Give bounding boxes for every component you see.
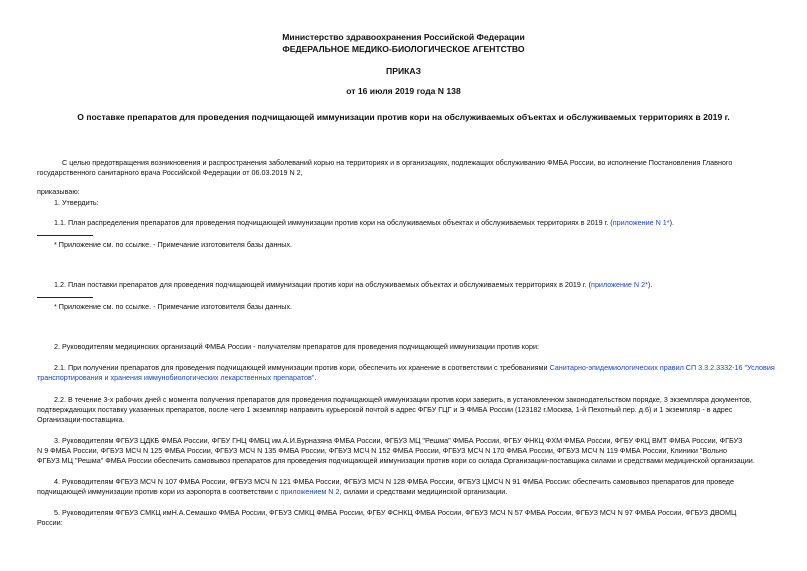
paragraph-2-1-tail: . xyxy=(314,373,317,382)
paragraph-1-1-tail: ). xyxy=(669,218,674,227)
paragraph-4-text: подчищающей иммунизации против кори из аэропорта в соответствии с xyxy=(37,487,281,496)
doc-date-number: от 16 июля 2019 года N 138 xyxy=(346,86,461,96)
paragraph-1-2-tail: ). xyxy=(647,280,653,289)
order-word: приказываю: xyxy=(37,187,80,196)
paragraph-2-1-text: 2.1. При получении препаратов для проведения подчищающей иммунизации против кори, обеспечить их хранение в соответствии с требованиями xyxy=(54,363,550,372)
paragraph-2-2-line-2: подтверждающих поставку указанных препаратов, после чего 1 экземпляр направить курьерской почтой в адрес ФГБУ ГЦГ и Э ФМБА России (123182 г.Москва, 1-й Пехотный пер. д.6) и 1 экземпляр - в адрес xyxy=(37,405,733,414)
footnote-1: * Приложение см. по ссылке. - Примечание изготовителя базы данных. xyxy=(54,240,293,249)
paragraph-2: 2. Руководителям медицинских организаций ФМБА России - получателям препаратов для проведения подчищающей иммунизации против кори: xyxy=(54,342,540,351)
sanpin-link[interactable]: Санитарно-эпидемиологических правил СП 3.3.2.3332-16 "Условия xyxy=(549,363,775,372)
footnote-2: * Приложение см. по ссылке. - Примечание изготовителя базы данных. xyxy=(54,302,293,311)
paragraph-1-1 xyxy=(54,218,674,228)
paragraph-1-2-text: 1.2. План поставки препаратов для проведения подчищающей иммунизации против кори на обслуживаемых объектах и обслуживаемых территориях в 2019 г. ( xyxy=(54,280,592,289)
paragraph-1-2 xyxy=(54,280,652,290)
paragraph-3-line-1: 3. Руководителям ФГБУЗ ЦДКБ ФМБА России, ФГБУ ГНЦ ФМБЦ им.А.И.Бурназяна ФМБА России, ФГБУЗ МЦ "Решма" ФМБА России, ФГБУ ФНКЦ ФХМ ФМБА России, ФГБУ ФКЦ ВМТ ФМБА России, ФГБУЗ xyxy=(54,436,743,445)
sanpin-link-continued[interactable]: транспортирования и хранения иммунобиологических лекарственных препаратов" xyxy=(37,373,315,382)
paragraph-1-1-text: 1.1. План распределения препаратов для проведения подчищающей иммунизации против кори на обслуживаемых объектах и обслуживаемых территориях в 2019 г. ( xyxy=(54,218,613,227)
doc-title: О поставке препаратов для проведения подчищающей иммунизации против кори на обслуживаемых объектах и обслуживаемых территориях в 2019 г. xyxy=(77,112,730,122)
paragraph-4-tail: , силами и средствами медицинской организации. xyxy=(339,487,508,496)
paragraph-2-1-line-1 xyxy=(54,363,775,373)
paragraph-1: 1. Утвердить: xyxy=(54,198,99,207)
appendix-2-link[interactable]: приложение N 2* xyxy=(591,280,648,289)
footnote-separator xyxy=(37,235,93,236)
appendix-2-link[interactable]: приложением N 2 xyxy=(280,487,340,496)
paragraph-2-1-line-2 xyxy=(37,373,316,383)
paragraph-4-line-1: 4. Руководителям ФГБУЗ МСЧ N 107 ФМБА России, ФГБУЗ МСЧ N 121 ФМБА России, ФГБУЗ МСЧ N 128 ФМБА России, ФГБУЗ ЦМСЧ N 91 ФМБА России: обеспечить самовывоз препаратов для проведе xyxy=(54,477,734,486)
intro-line-1: С целью предотвращения возникновения и распространения заболеваний корью на территориях и в организациях, подлежащих обслуживанию ФМБА России, во исполнение Постановления Главного xyxy=(62,158,733,167)
paragraph-3-line-2: N 9 ФМБА России, ФГБУЗ МСЧ N 125 ФМБА России, ФГБУЗ МСЧ N 135 ФМБА России, ФГБУЗ МСЧ N 152 ФМБА России, ФГБУЗ МСЧ N 170 ФМБА России, ФГБУЗ МСЧ N 119 ФМБА России, Клиники "Вольно xyxy=(37,446,727,455)
footnote-separator xyxy=(37,297,93,298)
agency-title: ФЕДЕРАЛЬНОЕ МЕДИКО-БИОЛОГИЧЕСКОЕ АГЕНТСТВО xyxy=(282,44,525,54)
paragraph-2-2-line-1: 2.2. В течение 3-х рабочих дней с момента получения препаратов для проведения подчищающей иммунизации против кори заверить, в установленном законодательством порядке, 3 экземпляра документов, xyxy=(54,395,752,404)
paragraph-2-2-line-3: Организации-поставщика. xyxy=(37,415,125,424)
ministry-title: Министерство здравоохранения Российской Федерации xyxy=(282,32,525,42)
paragraph-4-line-2 xyxy=(37,487,507,497)
intro-line-2: государственного санитарного врача Российской Федерации от 06.03.2019 N 2, xyxy=(37,168,303,177)
appendix-1-link[interactable]: приложение N 1* xyxy=(612,218,670,227)
paragraph-5-line-1: 5. Руководителям ФГБУЗ СМКЦ имН.А.Семашко ФМБА России, ФГБУЗ СМКЦ ФМБА России, ФГБУ ФСНКЦ ФМБА России, ФГБУЗ МСЧ N 57 ФМБА России, ФГБУЗ МСЧ N 97 ФМБА России, ФГБУЗ ДВОМЦ xyxy=(54,508,737,517)
paragraph-3-line-3: ФГБУЗ МЦ "Решма" ФМБА России обеспечить самовывоз препаратов для проведения подчищающей иммунизации против кори со склада Организации-поставщика силами и средствами медицинской организации. xyxy=(37,456,755,465)
doc-type: ПРИКАЗ xyxy=(386,66,421,76)
paragraph-5-line-2: России: xyxy=(37,518,63,527)
